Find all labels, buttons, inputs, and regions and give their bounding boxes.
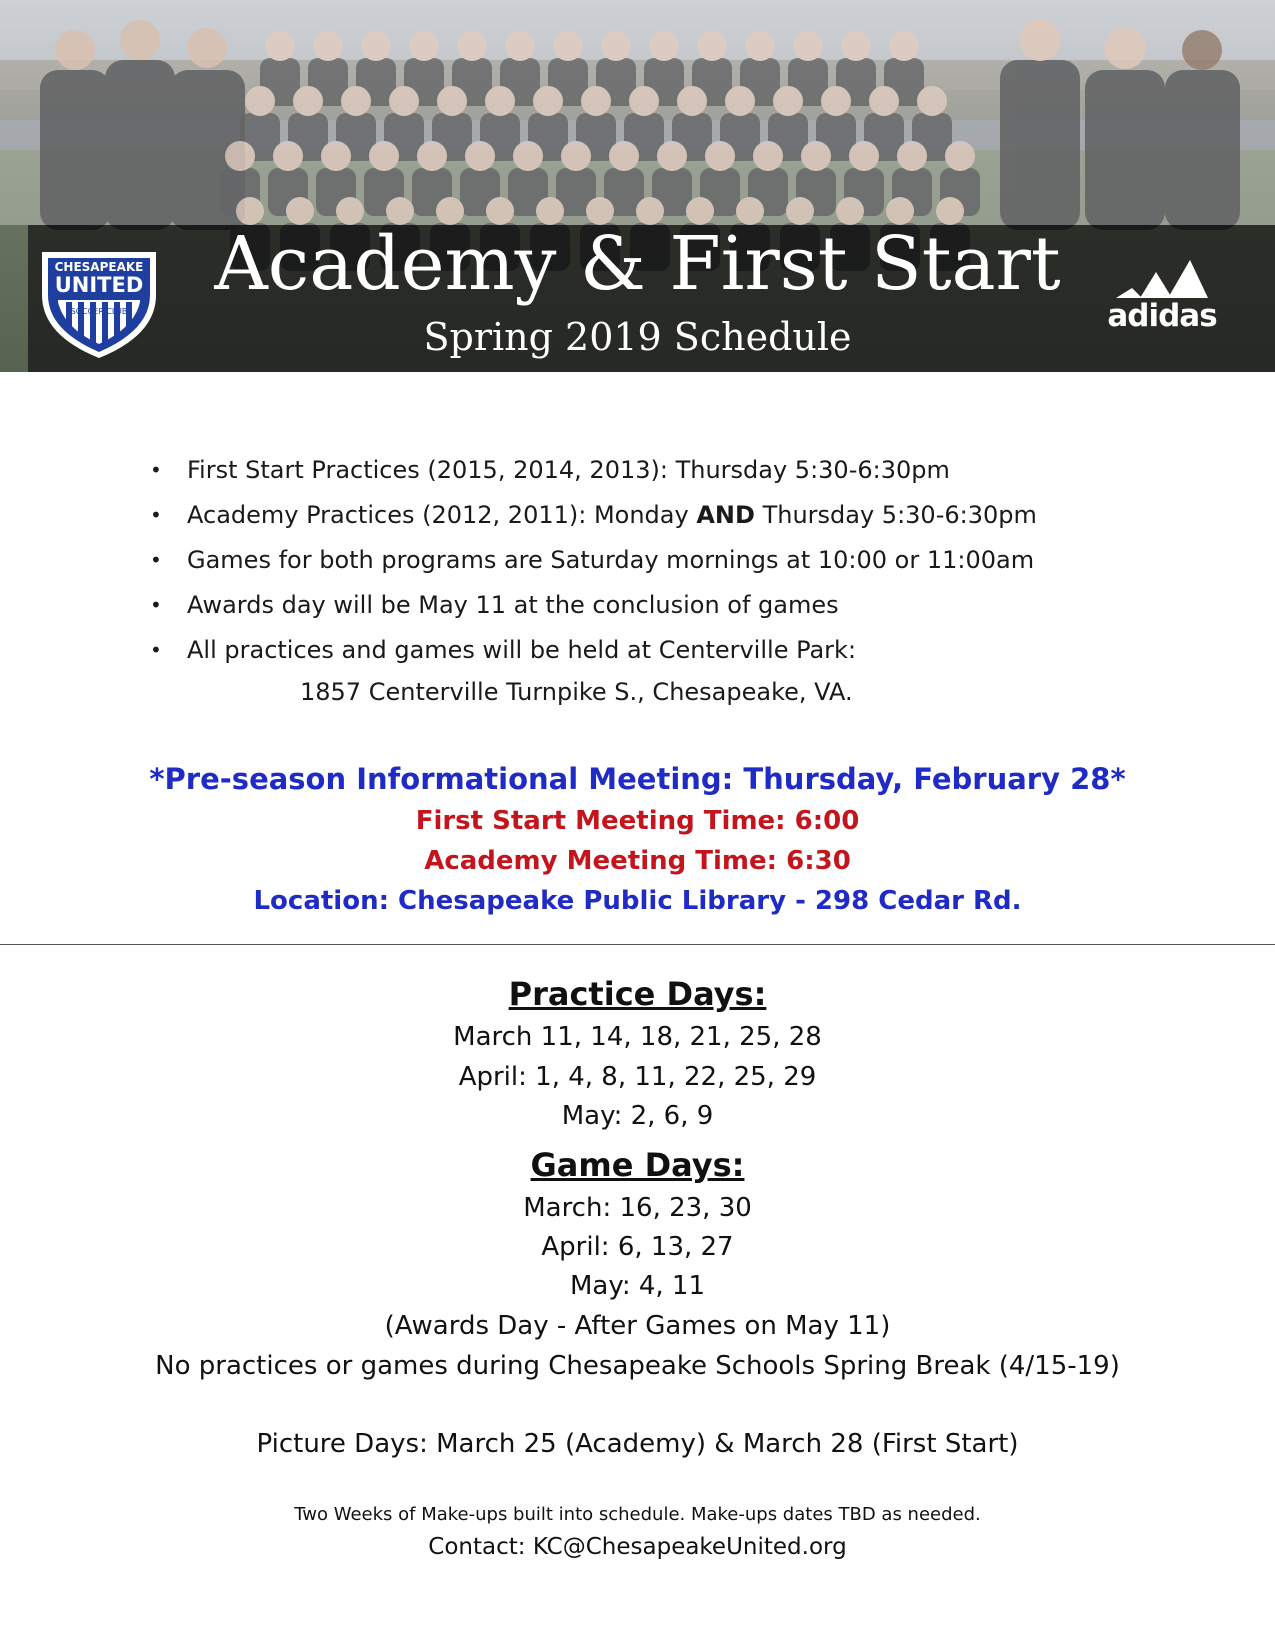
meeting-title: *Pre-season Informational Meeting: Thursday, February 28* (149, 762, 1126, 796)
park-address: 1857 Centerville Turnpike S., Chesapeake, VA. (300, 678, 853, 706)
header-banner (0, 0, 1275, 372)
contact-email: Contact: KC@ChesapeakeUnited.org (428, 1534, 847, 1560)
info-bullet-list (150, 448, 1150, 673)
club-logo-top-text: CHESAPEAKE (54, 260, 144, 274)
adidas-logo-text: adidas (1107, 298, 1217, 334)
page-title: Academy & First Start (214, 221, 1061, 307)
club-logo-bottom-text: SOCCER CLUB (70, 307, 128, 316)
club-logo-main-text: UNITED (54, 273, 144, 297)
awards-day-note: (Awards Day - After Games on May 11) (384, 1311, 891, 1341)
game-days-may: May: 4, 11 (569, 1271, 706, 1301)
bullet-games: • Games for both programs are Saturday mornings at 10:00 or 11:00am (150, 546, 1035, 574)
meeting-location: Location: Chesapeake Public Library - 298 Cedar Rd. (253, 886, 1022, 916)
makeups-note: Two Weeks of Make-ups built into schedule. Make-ups dates TBD as needed. (294, 1504, 981, 1525)
section-divider (0, 944, 1275, 945)
practice-days-may: May: 2, 6, 9 (561, 1101, 714, 1131)
photo-overlay (0, 0, 1275, 225)
bullet-first-start-practices: • First Start Practices (2015, 2014, 2013): Thursday 5:30-6:30pm (150, 456, 950, 484)
practice-days-april: April: 1, 4, 8, 11, 22, 25, 29 (458, 1062, 817, 1092)
academy-meeting-time: Academy Meeting Time: 6:30 (424, 846, 851, 876)
bullet-academy-practices: • Academy Practices (2012, 2011): Monday AND Thursday 5:30-6:30pm (150, 501, 1037, 529)
bullet-awards-day: • Awards day will be May 11 at the conclusion of games (150, 591, 839, 619)
first-start-meeting-time: First Start Meeting Time: 6:00 (415, 806, 860, 836)
game-days-march: March: 16, 23, 30 (523, 1193, 752, 1223)
practice-days-march: March 11, 14, 18, 21, 25, 28 (453, 1022, 822, 1052)
page-subtitle: Spring 2019 Schedule (423, 315, 852, 359)
picture-days: Picture Days: March 25 (Academy) & March 28 (First Start) (256, 1429, 1019, 1459)
bullet-location: • All practices and games will be held at Centerville Park: (150, 636, 857, 664)
game-days-april: April: 6, 13, 27 (541, 1232, 734, 1262)
game-days-heading: Game Days: (530, 1146, 745, 1184)
practice-days-heading: Practice Days: (508, 975, 767, 1013)
spring-break-note: No practices or games during Chesapeake Schools Spring Break (4/15-19) (155, 1351, 1120, 1381)
